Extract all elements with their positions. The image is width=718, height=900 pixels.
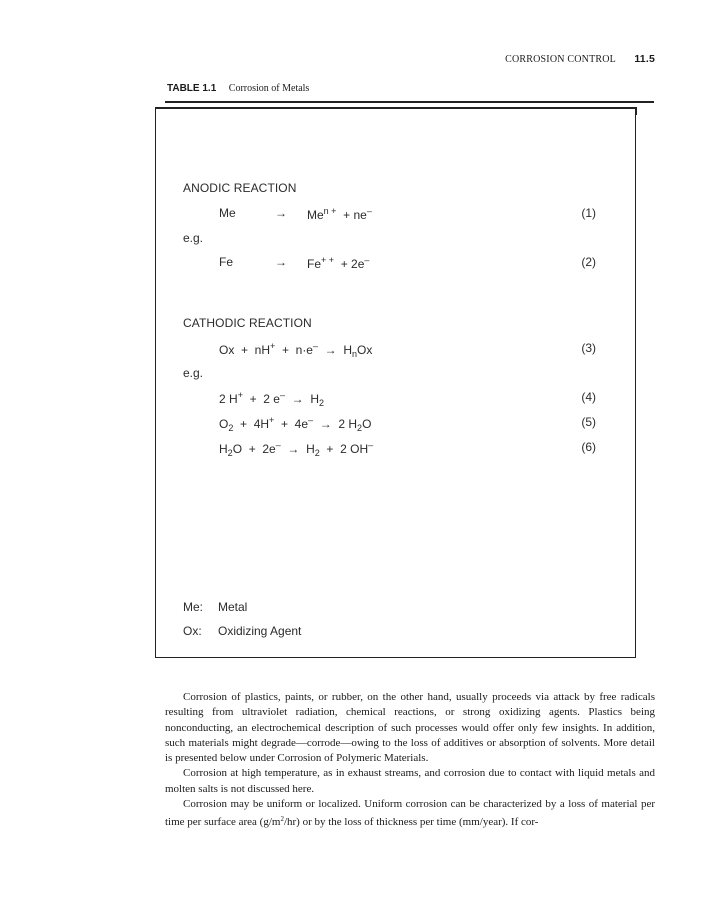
caption-rule: [165, 101, 654, 103]
equation-number: (3): [581, 341, 596, 355]
table-caption: [167, 83, 309, 94]
cathodic-heading: CATHODIC REACTION: [183, 316, 312, 330]
anodic-heading: ANODIC REACTION: [183, 181, 297, 195]
paragraph-1: Corrosion of plastics, paints, or rubber, on the other hand, usually proceeds via attack by free radicals resulting from ultraviolet radiation, chemical reactions, or strong oxidizing agents. Plastics being nonconducting, an electrochemical description of such processes would offer only few insights. In addition, such materials might degrade—corrode—owing to the loss of additives or absorption of solvents. More detail is presented below under Corrosion of Polymeric Materials.: [165, 691, 655, 765]
equation-number: (5): [581, 415, 596, 429]
legend-value: Oxidizing Agent: [218, 624, 302, 638]
equation-number: (6): [581, 440, 596, 454]
equation-number: (4): [581, 390, 596, 404]
table-label: TABLE 1.1: [167, 83, 217, 94]
page-number: 11.5: [634, 53, 655, 65]
equation-number: (1): [581, 206, 596, 220]
eg-label: e.g.: [183, 366, 204, 380]
corner-tick: [636, 107, 637, 115]
reaction-figure: ANODIC REACTION Me → $Me^{n +} + ne^-$ (1) e.g. Fe → Fe+ + + 2e– (2) CATHODIC REACTION $Ox + nH^+ + n\cdot e^- \to H_nOx$ (3) e.g. 2 H+ + 2 $e^- \to H_2$ (4) $O_2 + 4H^+ + 4e^- \to 2$ $H_2O$ (5) $H_2O + 2e^- \to H_2 + 2$ OH– (6) Me: Metal Ox: Oxidizing Agent: [155, 107, 636, 658]
table-caption-text: Corrosion of Metals: [228, 83, 310, 94]
legend-key: Ox:: [183, 624, 202, 638]
body-text: [165, 690, 655, 831]
legend-key: Me:: [183, 600, 204, 614]
running-header: [400, 53, 655, 65]
paragraph-2: Corrosion at high temperature, as in exhaust streams, and corrosion due to contact with liquid metals and molten salts is not discussed here.: [165, 767, 655, 795]
paragraph-3: Corrosion may be uniform or localized. Uniform corrosion can be characterized by a loss of material per time per surface area $(g/m^2/hr)$ or by the loss of thickness per time (mm/year). If cor-: [165, 798, 655, 829]
equation-number: (2): [581, 255, 596, 269]
eg-label: e.g.: [183, 231, 204, 245]
running-header-title: CORROSION CONTROL: [505, 54, 616, 65]
legend-value: Metal: [218, 600, 248, 614]
